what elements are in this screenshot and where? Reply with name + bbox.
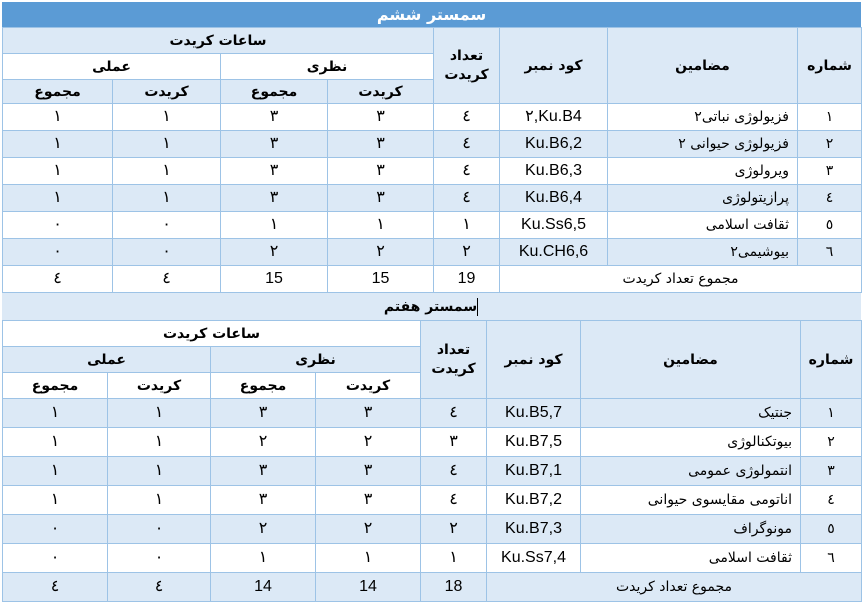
theory-total: ٢ xyxy=(211,428,316,457)
practical-credit: ١ xyxy=(113,104,221,131)
subject-name: ثقافت اسلامی xyxy=(581,544,801,573)
row-number: ١ xyxy=(801,399,862,428)
header-row xyxy=(3,28,862,54)
table-row xyxy=(3,457,862,486)
table-row xyxy=(3,185,862,212)
subject-name: ویرولوژی xyxy=(608,158,798,185)
theory-total: ٣ xyxy=(211,399,316,428)
credit-count: ٤ xyxy=(434,104,500,131)
theory-credit: ٣ xyxy=(316,457,421,486)
practical-credit: ١ xyxy=(113,185,221,212)
practical-credit: ١ xyxy=(108,457,211,486)
practical-total: ١ xyxy=(3,185,113,212)
total-theory-credit: 15 xyxy=(328,266,434,293)
theory-total: ١ xyxy=(221,212,328,239)
row-number: ٣ xyxy=(801,457,862,486)
course-code: Ku.B6,4 xyxy=(500,185,608,212)
table-row xyxy=(3,428,862,457)
semester7-title: سمستر هفتم xyxy=(383,298,478,315)
col-code-header: کود نمبر xyxy=(487,321,581,399)
practical-credit: ٠ xyxy=(108,544,211,573)
practical-total: ٠ xyxy=(3,515,108,544)
practical-total: ١ xyxy=(3,158,113,185)
course-code: Ku.B7,5 xyxy=(487,428,581,457)
theory-credit: ٢ xyxy=(316,428,421,457)
subject-name: فزیولوژی حیوانی ٢ xyxy=(608,131,798,158)
table-row xyxy=(3,104,862,131)
practical-credit: ١ xyxy=(108,486,211,515)
table-row xyxy=(3,544,862,573)
semester7-table xyxy=(2,320,862,602)
col-code-header: کود نمبر xyxy=(500,28,608,104)
table-row xyxy=(3,515,862,544)
theory-credit-header: کریدت xyxy=(328,80,434,104)
theory-total: ١ xyxy=(211,544,316,573)
total-practical-credit: ٤ xyxy=(108,573,211,602)
practical-total: ١ xyxy=(3,428,108,457)
total-theory-total: 14 xyxy=(211,573,316,602)
practical-credit-header: کریدت xyxy=(108,373,211,399)
subject-name: انتمولوژی عمومی xyxy=(581,457,801,486)
text-cursor xyxy=(477,298,478,316)
table-row xyxy=(3,131,862,158)
total-label: مجموع تعداد کریدت xyxy=(500,266,862,293)
credit-hours-header: ساعات کریدت xyxy=(3,28,434,54)
credit-count: ٤ xyxy=(421,399,487,428)
subject-name: ثقافت اسلامی xyxy=(608,212,798,239)
course-code: Ku.B5,7 xyxy=(487,399,581,428)
total-practical-total: ٤ xyxy=(3,573,108,602)
theory-credit: ٣ xyxy=(328,104,434,131)
theory-total: ٣ xyxy=(211,457,316,486)
course-code: Ku.B4,٢ xyxy=(500,104,608,131)
subject-name: اناتومی مقایسوی حیوانی xyxy=(581,486,801,515)
credit-count: ٤ xyxy=(421,457,487,486)
subject-name: فزیولوژی نباتی٢ xyxy=(608,104,798,131)
course-code: Ku.B6,3 xyxy=(500,158,608,185)
theory-total: ٣ xyxy=(221,185,328,212)
semester7-title-bar xyxy=(2,293,861,320)
theory-total: ٣ xyxy=(221,131,328,158)
practical-total: ١ xyxy=(3,399,108,428)
col-credits-header: تعداد کریدت xyxy=(421,321,487,399)
course-code: Ku.B7,1 xyxy=(487,457,581,486)
credit-count: ٢ xyxy=(434,239,500,266)
theory-credit: ٣ xyxy=(316,486,421,515)
theory-total-header: مجموع xyxy=(221,80,328,104)
theory-total: ٢ xyxy=(221,239,328,266)
table-row xyxy=(3,158,862,185)
header-row xyxy=(3,321,862,347)
course-code: Ku.CH6,6 xyxy=(500,239,608,266)
credit-count: ٤ xyxy=(434,131,500,158)
credit-hours-header: ساعات کریدت xyxy=(3,321,421,347)
theory-credit: ٢ xyxy=(316,515,421,544)
col-credits-header: تعداد کریدت xyxy=(434,28,500,104)
course-code: Ku.B6,2 xyxy=(500,131,608,158)
table-row xyxy=(3,486,862,515)
semester6-title: سمستر ششم xyxy=(2,2,861,27)
practical-total: ٠ xyxy=(3,212,113,239)
total-row xyxy=(3,266,862,293)
theory-credit: ١ xyxy=(328,212,434,239)
table-row xyxy=(3,239,862,266)
theory-credit-header: کریدت xyxy=(316,373,421,399)
row-number: ٤ xyxy=(798,185,862,212)
row-number: ٢ xyxy=(798,131,862,158)
col-subjects-header: مضامین xyxy=(608,28,798,104)
col-subjects-header: مضامین xyxy=(581,321,801,399)
practical-credit: ١ xyxy=(113,158,221,185)
theory-header: نظری xyxy=(211,347,421,373)
credit-count: ٤ xyxy=(434,185,500,212)
credit-count: ١ xyxy=(434,212,500,239)
theory-total: ٢ xyxy=(211,515,316,544)
theory-credit: ٣ xyxy=(328,185,434,212)
course-code: Ku.B7,2 xyxy=(487,486,581,515)
theory-header: نظری xyxy=(221,54,434,80)
theory-total: ٣ xyxy=(211,486,316,515)
row-number: ٦ xyxy=(801,544,862,573)
row-number: ٢ xyxy=(801,428,862,457)
row-number: ٣ xyxy=(798,158,862,185)
practical-total-header: مجموع xyxy=(3,80,113,104)
course-code: Ku.Ss7,4 xyxy=(487,544,581,573)
total-practical-credit: ٤ xyxy=(113,266,221,293)
row-number: ٤ xyxy=(801,486,862,515)
practical-header: عملی xyxy=(3,347,211,373)
table-row xyxy=(3,212,862,239)
practical-credit: ١ xyxy=(108,399,211,428)
row-number: ٥ xyxy=(798,212,862,239)
practical-total: ١ xyxy=(3,104,113,131)
row-number: ١ xyxy=(798,104,862,131)
total-theory-total: 15 xyxy=(221,266,328,293)
total-practical-total: ٤ xyxy=(3,266,113,293)
course-code: Ku.Ss6,5 xyxy=(500,212,608,239)
col-number-header: شماره xyxy=(798,28,862,104)
course-code: Ku.B7,3 xyxy=(487,515,581,544)
practical-total: ١ xyxy=(3,486,108,515)
subject-name: پرازیتولوژی xyxy=(608,185,798,212)
practical-total: ١ xyxy=(3,131,113,158)
theory-credit: ٣ xyxy=(328,158,434,185)
practical-total: ١ xyxy=(3,457,108,486)
total-label: مجموع تعداد کریدت xyxy=(487,573,862,602)
subject-name: بیوشیمی٢ xyxy=(608,239,798,266)
practical-credit: ١ xyxy=(108,428,211,457)
practical-total: ٠ xyxy=(3,239,113,266)
theory-total: ٣ xyxy=(221,158,328,185)
total-row xyxy=(3,573,862,602)
row-number: ٥ xyxy=(801,515,862,544)
total-theory-credit: 14 xyxy=(316,573,421,602)
credit-count: ١ xyxy=(421,544,487,573)
theory-credit: ٣ xyxy=(328,131,434,158)
theory-credit: ٣ xyxy=(316,399,421,428)
table-row xyxy=(3,399,862,428)
credit-count: ٤ xyxy=(434,158,500,185)
theory-credit: ٢ xyxy=(328,239,434,266)
practical-credit: ٠ xyxy=(113,239,221,266)
subject-name: مونوگراف xyxy=(581,515,801,544)
credit-count: ٢ xyxy=(421,515,487,544)
practical-credit-header: کریدت xyxy=(113,80,221,104)
subject-name: جنتیک xyxy=(581,399,801,428)
practical-credit: ٠ xyxy=(108,515,211,544)
col-number-header: شماره xyxy=(801,321,862,399)
practical-total: ٠ xyxy=(3,544,108,573)
practical-credit: ٠ xyxy=(113,212,221,239)
total-credits: 18 xyxy=(421,573,487,602)
theory-total-header: مجموع xyxy=(211,373,316,399)
subject-name: بیوتکنالوژی xyxy=(581,428,801,457)
row-number: ٦ xyxy=(798,239,862,266)
credit-count: ٤ xyxy=(421,486,487,515)
practical-total-header: مجموع xyxy=(3,373,108,399)
semester6-table xyxy=(2,27,862,293)
practical-credit: ١ xyxy=(113,131,221,158)
theory-credit: ١ xyxy=(316,544,421,573)
theory-total: ٣ xyxy=(221,104,328,131)
total-credits: 19 xyxy=(434,266,500,293)
practical-header: عملی xyxy=(3,54,221,80)
credit-count: ٣ xyxy=(421,428,487,457)
